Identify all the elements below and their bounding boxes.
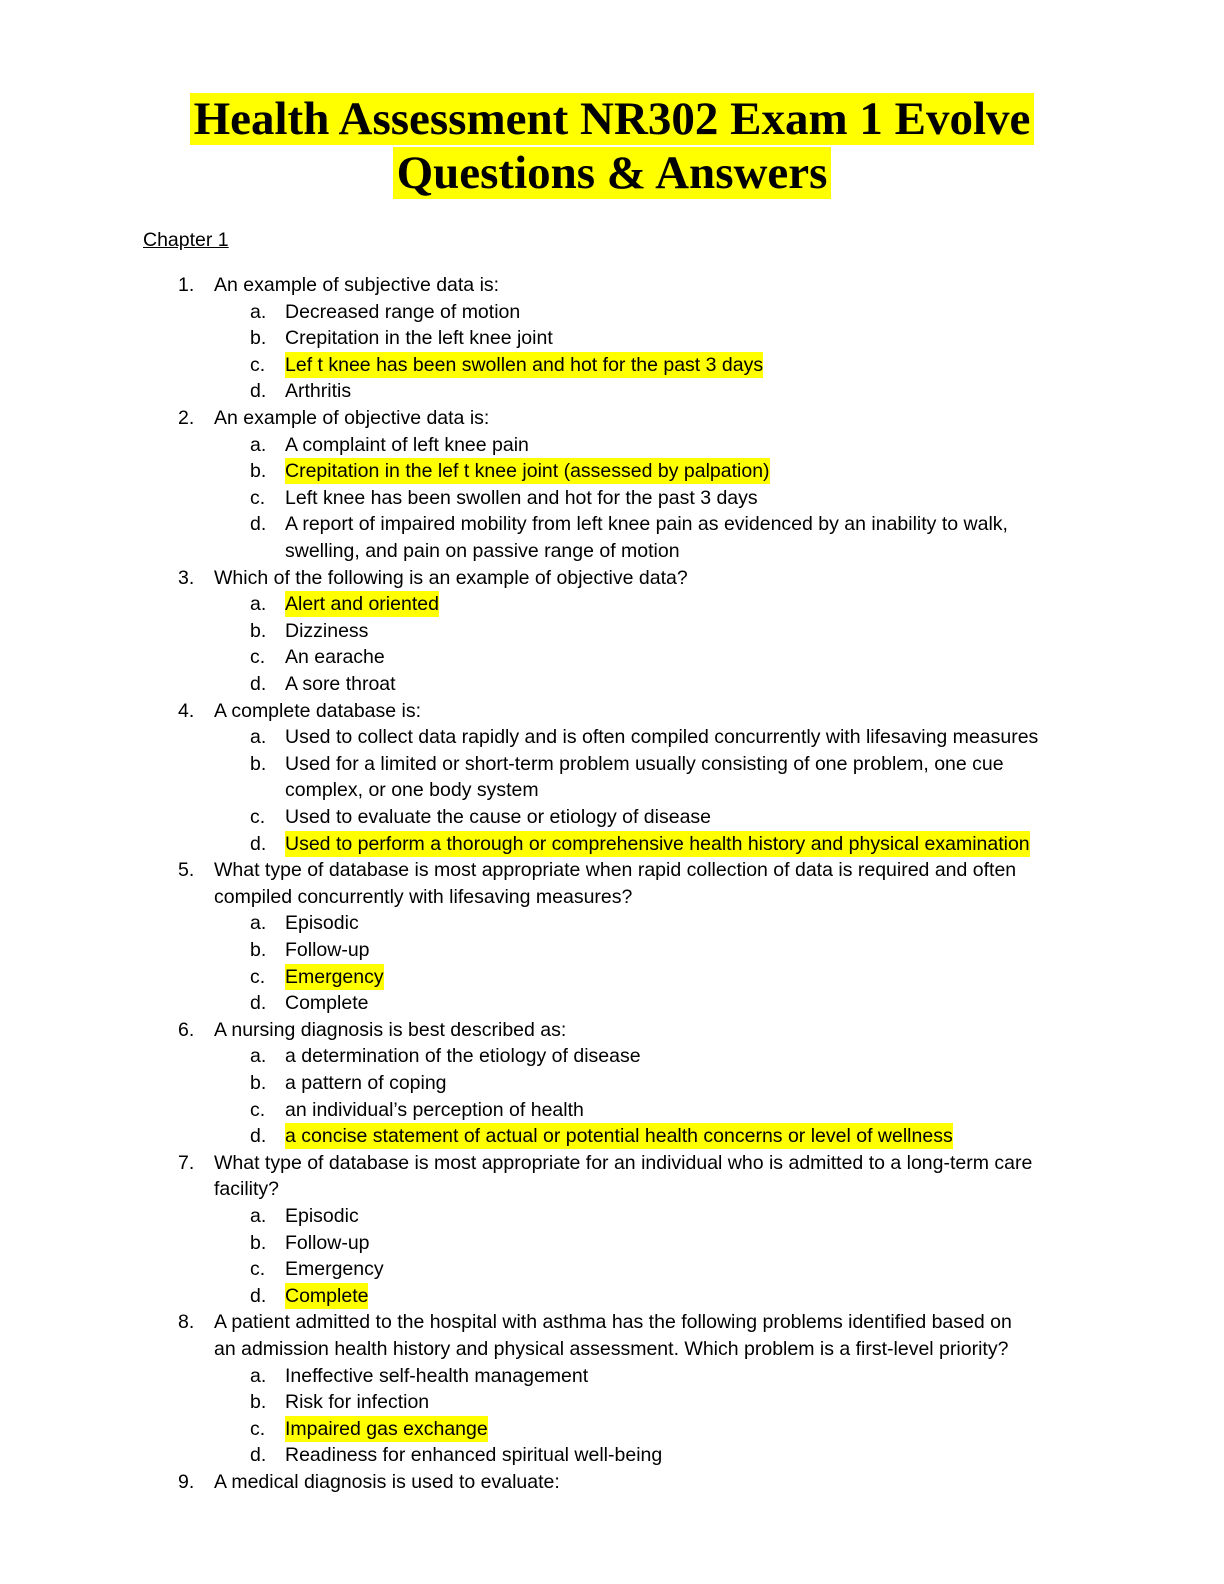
option-letter: c. bbox=[250, 806, 266, 828]
document-title-line-2: Questions & Answers bbox=[0, 146, 1224, 200]
option-text: Left knee has been swollen and hot for the past 3 days bbox=[285, 487, 758, 509]
question-number: 5. bbox=[178, 859, 195, 881]
option-letter: c. bbox=[250, 1099, 266, 1121]
option-text: Used for a limited or short-term problem usually consisting of one problem, one cue bbox=[285, 753, 1004, 775]
option-text: complex, or one body system bbox=[285, 779, 539, 801]
question-text: an admission health history and physical assessment. Which problem is a first-level priority? bbox=[214, 1338, 1009, 1360]
option-text: a pattern of coping bbox=[285, 1072, 447, 1094]
option-letter: a. bbox=[250, 593, 267, 615]
highlighted-answer-text: Alert and oriented bbox=[285, 593, 439, 615]
question-text: A complete database is: bbox=[214, 700, 422, 722]
option-text: Crepitation in the left knee joint bbox=[285, 327, 553, 349]
option-letter: a. bbox=[250, 1205, 267, 1227]
question-text: A nursing diagnosis is best described as: bbox=[214, 1019, 567, 1041]
option-text: Arthritis bbox=[285, 380, 352, 402]
option-letter: d. bbox=[250, 1444, 267, 1466]
option-letter: b. bbox=[250, 753, 267, 775]
option-letter: c. bbox=[250, 646, 266, 668]
question-number: 4. bbox=[178, 700, 195, 722]
question-text: A patient admitted to the hospital with asthma has the following problems identified based on bbox=[214, 1311, 1012, 1333]
option-text: Ineffective self-health management bbox=[285, 1365, 589, 1387]
option-letter: a. bbox=[250, 912, 267, 934]
question-number: 1. bbox=[178, 274, 195, 296]
highlighted-answer-text: Lef t knee has been swollen and hot for the past 3 days bbox=[285, 354, 764, 376]
option-text: Risk for infection bbox=[285, 1391, 430, 1413]
option-letter: d. bbox=[250, 513, 267, 535]
document-title-line-1: Health Assessment NR302 Exam 1 Evolve bbox=[0, 92, 1224, 146]
question-number: 6. bbox=[178, 1019, 195, 1041]
option-text: an individual’s perception of health bbox=[285, 1099, 584, 1121]
option-text: swelling, and pain on passive range of motion bbox=[285, 540, 680, 562]
option-letter: b. bbox=[250, 1232, 267, 1254]
question-text: An example of objective data is: bbox=[214, 407, 490, 429]
option-letter: a. bbox=[250, 434, 267, 456]
option-letter: d. bbox=[250, 1285, 267, 1307]
option-text: Episodic bbox=[285, 1205, 359, 1227]
option-letter: a. bbox=[250, 301, 267, 323]
option-text: A sore throat bbox=[285, 673, 396, 695]
option-letter: d. bbox=[250, 1125, 267, 1147]
option-text: Follow-up bbox=[285, 939, 370, 961]
option-letter: b. bbox=[250, 620, 267, 642]
question-text: A medical diagnosis is used to evaluate: bbox=[214, 1471, 560, 1493]
question-number: 8. bbox=[178, 1311, 195, 1333]
option-text: Readiness for enhanced spiritual well-being bbox=[285, 1444, 663, 1466]
option-letter: c. bbox=[250, 354, 266, 376]
option-text: Used to evaluate the cause or etiology of disease bbox=[285, 806, 712, 828]
question-text: What type of database is most appropriate for an individual who is admitted to a long-term care bbox=[214, 1152, 1033, 1174]
question-number: 2. bbox=[178, 407, 195, 429]
option-letter: a. bbox=[250, 1365, 267, 1387]
option-text: Emergency bbox=[285, 1258, 384, 1280]
option-letter: c. bbox=[250, 1258, 266, 1280]
option-letter: d. bbox=[250, 833, 267, 855]
option-text: A report of impaired mobility from left knee pain as evidenced by an inability to walk, bbox=[285, 513, 1008, 535]
highlighted-answer-text: Used to perform a thorough or comprehensive health history and physical examination bbox=[285, 833, 1030, 855]
option-letter: b. bbox=[250, 939, 267, 961]
option-letter: a. bbox=[250, 726, 267, 748]
highlighted-answer-text: Emergency bbox=[285, 966, 384, 988]
option-text: a determination of the etiology of disease bbox=[285, 1045, 641, 1067]
option-text: Episodic bbox=[285, 912, 359, 934]
question-text: What type of database is most appropriate when rapid collection of data is required and often bbox=[214, 859, 1017, 881]
question-number: 9. bbox=[178, 1471, 195, 1493]
option-letter: d. bbox=[250, 673, 267, 695]
option-letter: b. bbox=[250, 1391, 267, 1413]
option-letter: c. bbox=[250, 1418, 266, 1440]
option-letter: b. bbox=[250, 460, 267, 482]
chapter-heading: Chapter 1 bbox=[143, 229, 229, 251]
option-text: Complete bbox=[285, 992, 369, 1014]
option-text: Decreased range of motion bbox=[285, 301, 521, 323]
highlighted-answer-text: Complete bbox=[285, 1285, 369, 1307]
option-letter: c. bbox=[250, 966, 266, 988]
option-text: An earache bbox=[285, 646, 385, 668]
question-text: Which of the following is an example of objective data? bbox=[214, 567, 688, 589]
option-text: Used to collect data rapidly and is often compiled concurrently with lifesaving measures bbox=[285, 726, 1039, 748]
highlighted-answer-text: a concise statement of actual or potential health concerns or level of wellness bbox=[285, 1125, 953, 1147]
option-letter: c. bbox=[250, 487, 266, 509]
option-letter: a. bbox=[250, 1045, 267, 1067]
option-text: Dizziness bbox=[285, 620, 369, 642]
option-letter: d. bbox=[250, 380, 267, 402]
question-number: 7. bbox=[178, 1152, 195, 1174]
option-letter: d. bbox=[250, 992, 267, 1014]
option-letter: b. bbox=[250, 327, 267, 349]
option-letter: b. bbox=[250, 1072, 267, 1094]
highlighted-answer-text: Impaired gas exchange bbox=[285, 1418, 488, 1440]
option-text: A complaint of left knee pain bbox=[285, 434, 529, 456]
highlighted-answer-text: Crepitation in the lef t knee joint (assessed by palpation) bbox=[285, 460, 770, 482]
question-number: 3. bbox=[178, 567, 195, 589]
option-text: Follow-up bbox=[285, 1232, 370, 1254]
question-text: An example of subjective data is: bbox=[214, 274, 500, 296]
question-text: facility? bbox=[214, 1178, 280, 1200]
question-text: compiled concurrently with lifesaving measures? bbox=[214, 886, 633, 908]
